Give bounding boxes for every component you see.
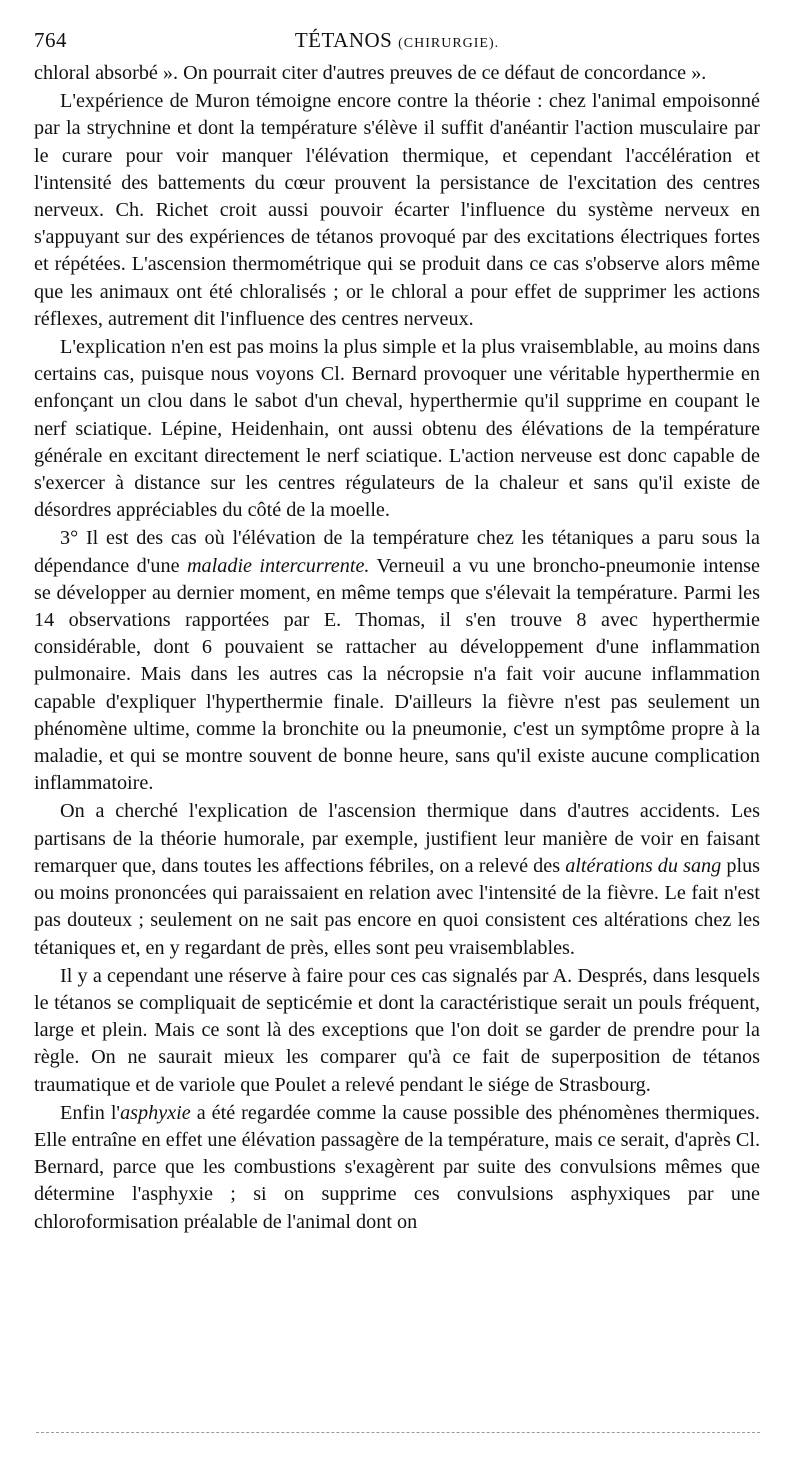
paragraph-1-text: chloral absorbé ». On pourrait citer d'autres preuves de ce défaut de concordance ». [34, 62, 707, 84]
running-title [34, 28, 760, 53]
paragraph-7-emphasis: asphyxie [120, 1101, 191, 1124]
paragraph-5-text-b: plus ou moins prononcées qui paraissaient en relation avec l'intensité de la fièvre. Le fait n'est pas douteux ; seulement on ne sait pas encore en quoi consistent ces altérations chez les tétaniques et, en y regardant de près, elles sont peu vraisemblables. [34, 854, 761, 959]
paragraph-3 [34, 334, 760, 524]
page-number: 764 [34, 28, 67, 52]
paragraph-4-text-a: 3° Il est des cas où l'élévation de la température chez les tétaniques a paru sous la dépendance d'une [34, 527, 760, 577]
paragraph-2 [34, 88, 760, 333]
paragraph-4 [34, 525, 760, 797]
paragraph-6 [34, 963, 760, 1099]
paragraph-1 [34, 60, 760, 87]
paragraph-7-text-b: a été regardée comme la cause possible des phénomènes thermiques. Elle entraîne en effet une élévation passagère de la température, mais ce serait, d'après Cl. Bernard, parce que les combustions s'exagèrent par suite des convulsions mêmes que détermine l'asphyxie ; si on supprime ces convulsions asphyxiques par une chloroformisation préalable de l'animal dont on [34, 1101, 760, 1233]
paragraph-5-text-a: On a cherché l'explication de l'ascension thermique dans d'autres accidents. Les partisans de la théorie humorale, par exemple, justifient leur manière de voir en faisant remarquer que, dans toutes les affections fébriles, on a relevé des [34, 800, 760, 877]
running-title-main: TÉTANOS [294, 28, 393, 52]
paragraph-4-text-b: Verneuil a vu une broncho-pneumonie intense se développer au dernier moment, en même temps que s'élevait la température. Parmi les 14 observations rapportées par E. Thomas, il s'en trouve 8 avec hyperthermie considérable, dont 6 pouvaient se rattacher au développement d'une inflammation pulmonaire. Mais dans les autres cas la nécropsie n'a fait voir aucune inflammation capable d'expliquer l'hyperthermie finale. D'ailleurs la fièvre n'est pas seulement un phénomène ultime, comme la bronchite ou la pneumonie, c'est un symptôme propre à la maladie, et qui se montre souvent de bonne heure, sans qu'il existe aucune complication inflammatoire. [34, 554, 760, 795]
paragraph-2-text: L'expérience de Muron témoigne encore contre la théorie : chez l'animal empoisonné par la strychnine et dont la température s'élève il suffit d'anéantir l'action musculaire par le curare pour voir manquer l'élévation thermique, et cependant l'accélération et l'intensité des battements du cœur prouvent la persistance de l'excitation des centres nerveux. Ch. Richet croit aussi pouvoir écarter l'influence du système nerveux en s'appuyant sur des expériences de tétanos provoqué par des excitations électriques fortes et répétées. L'ascension thermométrique qui se produit dans ce cas s'observe alors même que les animaux ont été chloralisés ; or le chloral a pour effet de supprimer les actions réflexes, autrement dit l'influence des centres nerveux. [34, 90, 760, 330]
footer-divider [36, 1432, 760, 1433]
paragraph-7 [34, 1100, 760, 1236]
paragraph-3-text: L'explication n'en est pas moins la plus simple et la plus vraisemblable, au moins dans certains cas, puisque nous voyons Cl. Bernard provoquer une véritable hyperthermie en enfonçant un clou dans le sabot d'un cheval, hyperthermie qu'il supprime en coupant le nerf sciatique. Lépine, Heidenhain, ont aussi obtenu des élévations de la température générale en excitant directement le nerf sciatique. L'action nerveuse est donc capable de s'exercer à distance sur les centres régulateurs de la chaleur et sans qu'il existe de désordres appréciables du côté de la moelle. [34, 336, 760, 522]
paragraph-5-emphasis: altérations du sang [565, 854, 722, 877]
paragraph-7-text-a: Enfin l' [60, 1101, 121, 1124]
running-head [34, 28, 760, 60]
body-text [34, 60, 760, 1236]
running-title-section: (CHIRURGIE). [398, 36, 500, 51]
paragraph-6-text: Il y a cependant une réserve à faire pour ces cas signalés par A. Després, dans lesquels le tétanos se compliquait de septicémie et dont la caractéristique serait un pouls fréquent, large et plein. Mais ce sont là des exceptions que l'on doit se garder de prendre pour la règle. On ne saurait mieux les comparer qu'à ce fait de superposition de tétanos traumatique et de variole que Poulet a relevé pendant le siége de Strasbourg. [34, 964, 760, 1096]
paragraph-4-emphasis: maladie intercurrente. [186, 554, 370, 577]
paragraph-5 [34, 798, 760, 961]
